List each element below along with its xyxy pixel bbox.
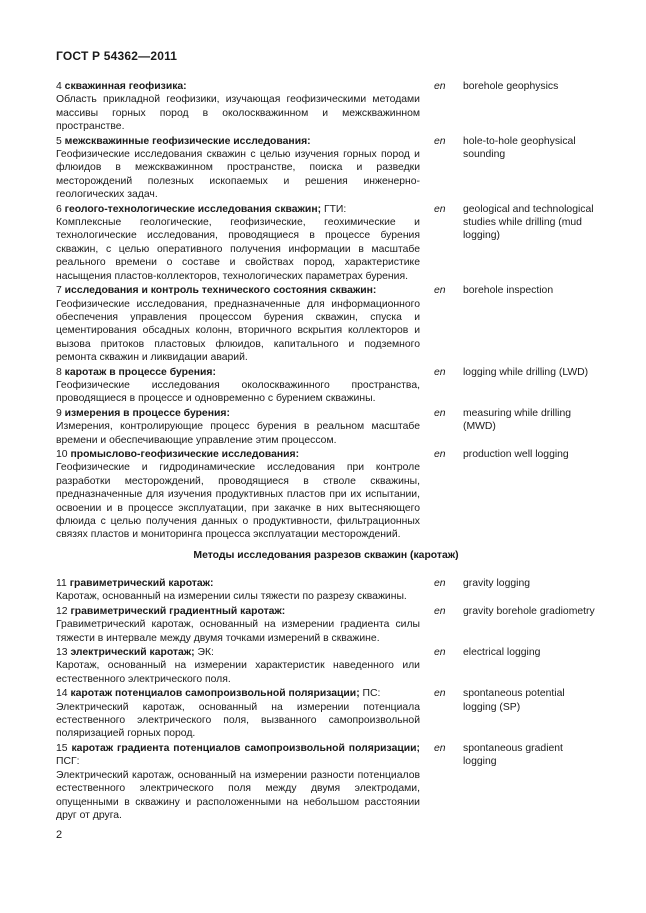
term-entry [56,135,596,202]
term-ru-block [56,448,420,542]
term-ru-block [56,284,420,364]
term-ru-block [56,135,420,202]
term-heading [56,203,420,216]
term-definition: Гравиметрический каротаж, основанный на измерении градиента силы тяжести в интервале между двумя точками измерений в скважине. [56,619,420,644]
term-ru-block [56,203,420,283]
terms-list-general [56,80,596,543]
term-en: measuring while drilling (MWD) [463,407,571,433]
term-name: межскважинные геофизические исследования: [64,135,311,147]
language-code: en [434,203,446,215]
term-entry [56,366,596,406]
section-heading: Методы исследования разрезов скважин (каротаж) [193,550,459,561]
term-en: production well logging [463,448,569,460]
term-abbreviation: ГТИ: [321,203,347,215]
term-abbreviation: ЭК: [194,647,214,659]
term-entry [56,284,596,364]
term-number: 11 [56,578,67,589]
term-number: 15 [56,742,68,754]
term-number: 4 [56,81,62,92]
term-definition: Электрический каротаж, основанный на измерении разности потенциалов естественного электрического поля между двумя электродами, опущенными в скважину и расположенными на небольшом расстоянии друг от друга. [56,769,420,821]
term-name: гравиметрический градиентный каротаж: [70,605,286,617]
term-name: электрический каротаж; [70,647,195,659]
term-name: каротаж потенциалов самопроизвольной поляризации; [70,688,360,700]
term-ru-block [56,646,420,686]
term-definition: Геофизические исследования скважин с целью изучения горных пород и флюидов в межскважинном пространстве, поиска и разведки месторождений полезных ископаемых и решения инженерно-геологических задач. [56,149,420,201]
term-number: 6 [56,203,62,215]
term-number: 13 [56,647,68,659]
term-definition: Геофизические исследования околоскважинного пространства, проводящиеся в процессе и одновременно с бурением скважины. [56,379,420,405]
term-number: 12 [56,605,68,617]
term-entry [56,742,596,822]
term-ru-block [56,366,420,406]
term-name: каротаж градиента потенциалов самопроизвольной поляризации; [71,742,420,754]
term-heading [56,448,420,461]
document-header: ГОСТ Р 54362—2011 [56,49,178,63]
language-code: en [434,448,446,460]
term-entry [56,80,596,134]
term-name: скважинная геофизика: [64,81,187,92]
term-en: geological and technological studies while drilling (mud logging) [463,203,594,242]
term-en: gravity borehole gradiometry [463,605,595,617]
term-name: исследования и контроль технического состояния скважин: [64,285,377,297]
term-heading [56,577,420,590]
term-abbreviation: ПС: [359,688,381,700]
term-ru-block [56,407,420,447]
term-entry [56,646,596,686]
term-name: гравиметрический каротаж: [69,578,214,589]
page-number: 2 [56,829,63,841]
term-name: измерения в процессе бурения: [64,407,230,419]
term-ru-block [56,80,420,134]
language-code: en [434,647,446,659]
term-entry [56,687,596,741]
term-definition: Комплексные геологические, геофизические, геохимические и технологические исследования, проводящиеся в процессе бурения скважин, с целью оперативного получения информации в масштабе реального времени о составе и свойствах пород, характеристике насыщения пластов-коллекторов, технологических параметрах бурения. [56,217,420,282]
term-entry [56,203,596,283]
language-code: en [434,285,446,297]
language-code: en [434,81,446,92]
language-code: en [434,366,446,378]
term-en: gravity logging [463,578,531,589]
term-definition: Измерения, контролирующие процесс бурения в реальном масштабе времени и обеспечивающие управление этим процессом. [56,421,420,446]
language-code: en [434,407,446,419]
term-ru-block [56,687,420,741]
term-heading [56,407,420,420]
term-heading [56,284,420,297]
term-number: 8 [56,366,62,378]
term-heading [56,366,420,379]
term-en: electrical logging [463,647,541,659]
term-definition: Геофизические исследования, предназначенные для информационного обеспечения управления процессом бурения скважин, спуска и цементирования обсадных колонн, вторичного вскрытия коллекторов и вызова притоков пластовых флюидов, капитального и подземного ремонта скважин и ликвидации аварий. [56,298,420,364]
term-en: borehole geophysics [463,81,559,92]
term-heading [56,742,420,769]
term-name: геолого-технологические исследования скважин; [64,203,322,215]
term-ru-block [56,742,420,822]
term-definition: Каротаж, основанный на измерении силы тяжести по разрезу скважины. [56,591,407,603]
term-en: spontaneous gradient logging [463,742,563,768]
term-ru-block [56,577,420,604]
term-heading [56,646,420,659]
term-en: logging while drilling (LWD) [463,366,589,378]
term-definition: Каротаж, основанный на измерении характеристик наведенного или естественного электрического поля. [56,660,420,685]
term-definition: Область прикладной геофизики, изучающая геофизическими методами массивы горных пород в околоскважинном и межскважинном пространстве. [56,94,420,133]
terms-list-logging [56,577,596,823]
term-en: spontaneous potential logging (SP) [463,688,565,713]
term-number: 9 [56,407,62,419]
term-definition: Электрический каротаж, основанный на измерении потенциала естественного электрического поля, вызванного самопроизвольной поляризацией горных пород. [56,701,420,740]
term-heading [56,687,420,700]
term-en: hole-to-hole geophysical sounding [463,135,576,161]
language-code: en [434,605,446,617]
term-number: 5 [56,135,62,147]
term-abbreviation: ПСГ: [56,756,80,768]
term-definition: Геофизические и гидродинамические исследования при контроле разработки месторождений, проводящиеся в стволе скважины, предназначенные для изучения продуктивных пластов при их испытании, освоении и в процессе эксплуатации, при закачке в них вытесняющего флюида с целью получения данных о продуктивности, фильтрационных связях пластов и мониторинга процесса эксплуатации месторождений. [56,462,420,541]
term-entry [56,577,596,604]
term-number: 14 [56,688,68,700]
term-number: 7 [56,285,62,297]
language-code: en [434,742,446,754]
term-entry [56,605,596,645]
term-ru-block [56,605,420,645]
term-entry [56,448,596,542]
term-en: borehole inspection [463,285,554,297]
language-code: en [434,578,446,589]
language-code: en [434,688,446,700]
term-heading [56,605,420,618]
term-entry [56,407,596,447]
term-number: 10 [56,448,68,460]
term-heading [56,135,420,148]
language-code: en [434,135,446,147]
term-name: промыслово-геофизические исследования: [70,448,300,460]
term-name: каротаж в процессе бурения: [64,366,216,378]
term-heading [56,80,420,93]
